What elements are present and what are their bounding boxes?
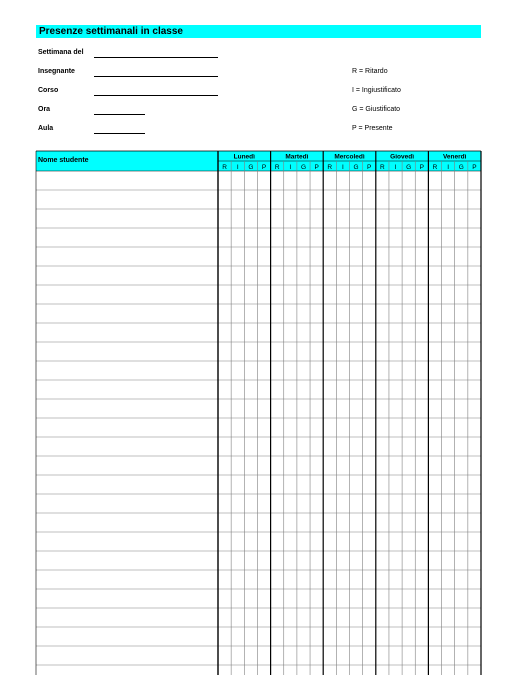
legend-present: P = Presente [352,125,393,132]
day-header: Lunedì [233,153,255,161]
code-header: G [406,164,412,171]
code-header: P [261,164,267,171]
code-header: I [447,164,450,171]
code-header: G [458,164,464,171]
code-header: P [419,164,424,171]
field-label-course: Corso [38,87,59,94]
legend-justified: G = Giustificato [352,106,401,113]
code-header: P [314,164,319,171]
code-header: G [248,164,254,171]
code-header: R [432,164,438,171]
day-header: Giovedì [390,153,415,161]
code-header: G [353,164,359,171]
page-title: Presenze settimanali in classe [36,25,481,38]
code-header: I [342,164,344,171]
code-header: P [472,164,477,171]
code-header: P [367,164,372,171]
day-header: Martedì [285,153,309,161]
code-header: R [274,164,280,171]
code-header: G [300,164,307,171]
legend-unjustified: I = Ingiustificato [352,87,401,94]
code-header: I [289,164,292,171]
code-header: I [236,164,239,171]
field-label-teacher: Insegnante [38,68,75,75]
day-header: Venerdì [442,153,467,161]
day-header: Mercoledì [334,153,365,161]
code-header: R [222,164,227,171]
code-header: I [394,164,397,171]
field-label-hour: Ora [38,106,51,113]
student-name-header: Nome studente [38,157,89,164]
field-label-week: Settimana del [38,49,84,56]
legend-late: R = Ritardo [352,68,388,75]
field-label-room: Aula [38,125,54,132]
code-header: R [380,164,385,171]
code-header: R [327,164,333,171]
